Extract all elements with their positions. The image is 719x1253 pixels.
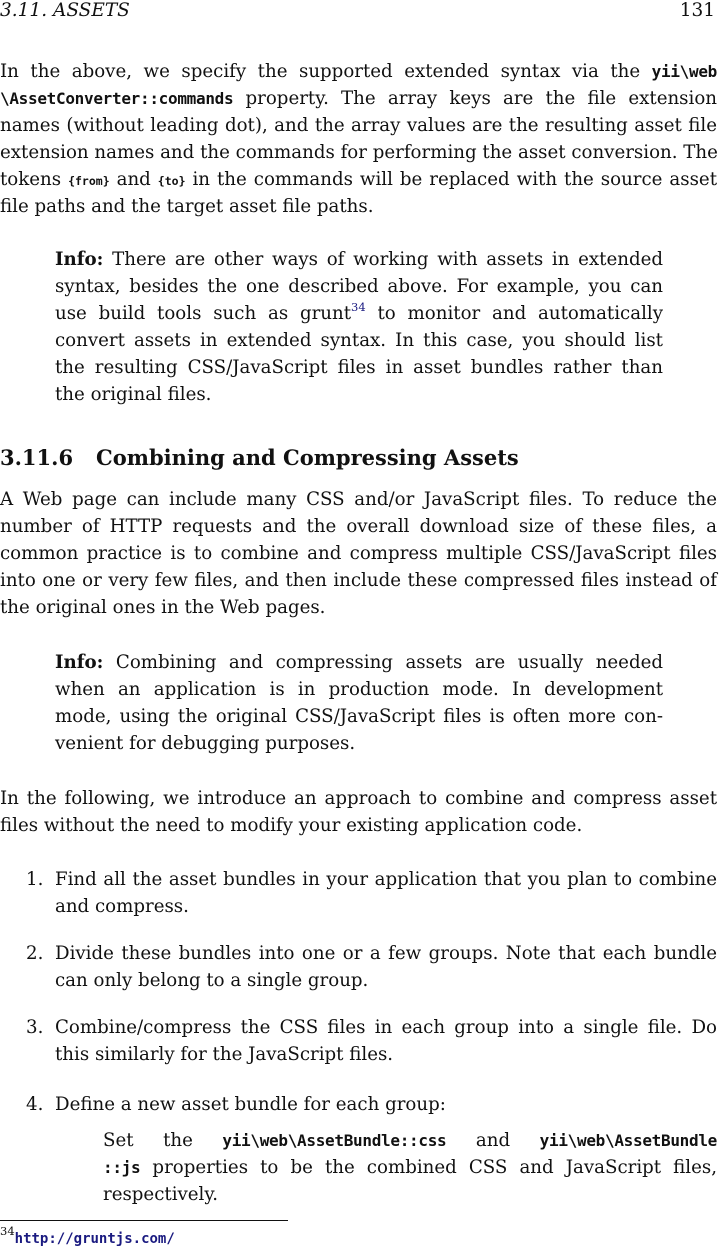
text-line: this similarly for the JavaScript files. [55,1044,394,1065]
footnote-url-link[interactable]: http://gruntjs.com/ [14,1231,175,1247]
code-inline: {to} [157,174,186,188]
text-line: can only belong to a single group. [55,970,369,991]
info-label: Info: [55,249,104,270]
text-line: syntax, besides the one described above. For example, you can [55,276,663,297]
text-line: Info: Combining and compressing assets are usually needed [55,652,663,673]
text-line: \AssetConverter::commands property. The array keys are the file extension [0,88,717,109]
footnote-number: 34 [0,1224,15,1238]
text-line: extension names and the commands for performing the asset conversion. The [0,142,718,163]
text-line: Find all the asset bundles in your application that you plan to combine [55,869,717,890]
text-line: the original files. [55,384,212,405]
text-line: In the following, we introduce an approach to combine and compress asset [0,788,717,809]
text-line: into one or very few files, and then include these compressed files instead of [0,570,717,591]
text-line: files without the need to modify your existing application code. [0,815,583,836]
section-title: Combining and Compressing Assets [96,445,519,470]
text-line: respectively. [103,1184,219,1205]
text-line: Set the yii\web\AssetBundle::css and yii\web\AssetBundle [103,1130,717,1151]
text-line: Define a new asset bundle for each group: [55,1094,446,1115]
text-line: convert assets in extended syntax. In this case, you should list [55,330,663,351]
section-number: 3.11.6 [0,445,74,470]
text-line: the original ones in the Web pages. [0,597,326,618]
text-line: A Web page can include many CSS and/or JavaScript files. To reduce the [0,489,717,510]
list-number: 2. [26,943,44,964]
text-line: when an application is in production mode. In development [55,679,663,700]
text-line: In the above, we specify the supported extended syntax via the yii\web [0,61,717,82]
list-number: 3. [26,1017,44,1038]
code-inline: yii\web\AssetBundle::css [222,1131,447,1150]
footnote-rule [0,1220,288,1221]
footnote [0,1226,175,1253]
code-inline: {from} [68,174,110,188]
code-inline: ::js [103,1158,141,1177]
running-header-chapter: 3.11. ASSETS [0,0,130,21]
list-number: 1. [26,869,44,890]
text-line: Divide these bundles into one or a few groups. Note that each bundle [55,943,717,964]
list-number: 4. [26,1094,44,1115]
text-line: Combine/compress the CSS files in each group into a single file. Do [55,1017,717,1038]
info-label: Info: [55,652,104,673]
text-line: the resulting CSS/JavaScript files in asset bundles rather than [55,357,663,378]
code-inline: yii\web [651,62,717,81]
text-line: Info: There are other ways of working with assets in extended [55,249,663,270]
text-line: file paths and the target asset file paths. [0,196,374,217]
text-line: ::js properties to be the combined CSS and JavaScript files, [103,1157,717,1178]
code-inline: \AssetConverter::commands [0,89,234,108]
text-line: use build tools such as grunt$^{34}$ to monitor and automatically [55,300,663,324]
footnote-ref-link[interactable]: 34 [351,300,366,314]
text-line: names (without leading dot), and the array values are the resulting asset file [0,115,717,136]
text-line: mode, using the original CSS/JavaScript files is often more con- [55,706,663,727]
text-line: venient for debugging purposes. [55,733,356,754]
section-heading [0,444,519,471]
text-line: and compress. [55,896,189,917]
code-inline: yii\web\AssetBundle [539,1131,717,1150]
text-line: number of HTTP requests and the overall download size of these files, a [0,516,717,537]
text-line: common practice is to combine and compress multiple CSS/JavaScript files [0,543,717,564]
text-line: tokens {from} and {to} in the commands will be replaced with the source asset [0,169,717,190]
page-number: 131 [679,0,715,21]
